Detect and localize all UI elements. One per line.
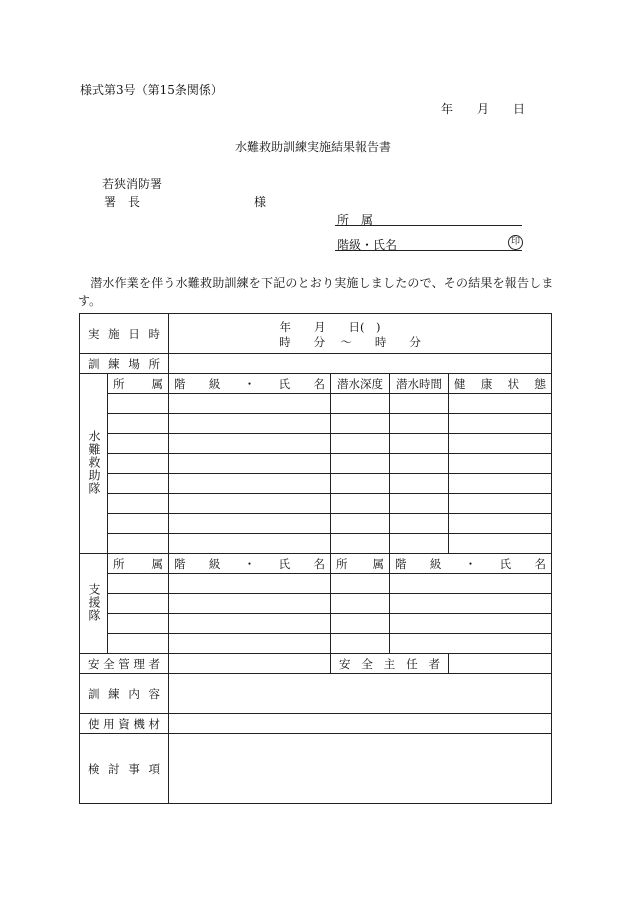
rescue-header-affiliation: 所属	[108, 374, 169, 394]
intro-line-2: す。	[78, 294, 102, 308]
datetime-time-line: 時 分 ～ 時 分	[279, 335, 421, 349]
document-title: 水難救助訓練実施結果報告書	[235, 140, 392, 154]
safety-chief-label: 安全主任者	[331, 654, 449, 674]
support-row[interactable]	[80, 614, 552, 634]
support-row[interactable]	[80, 574, 552, 594]
reporter-name-label: 階級・氏名	[337, 238, 398, 252]
equipment-label: 使用資機材	[80, 714, 169, 734]
report-date: 年 月 日	[441, 102, 526, 116]
support-team-label-cell	[80, 554, 108, 654]
reporter-affiliation-label: 所 属	[337, 213, 374, 227]
review-label: 検討事項	[80, 734, 169, 804]
rescue-row[interactable]	[80, 534, 552, 554]
review-field[interactable]	[169, 734, 552, 804]
rescue-row[interactable]	[80, 414, 552, 434]
training-content-field[interactable]	[169, 674, 552, 714]
rescue-header-health: 健康状態	[449, 374, 552, 394]
support-row[interactable]	[80, 594, 552, 614]
rescue-row[interactable]	[80, 394, 552, 414]
support-team-label: 支援隊	[87, 582, 101, 622]
rescue-header-time: 潜水時間	[390, 374, 449, 394]
place-label: 訓練場所	[80, 354, 169, 374]
datetime-field[interactable]	[169, 314, 552, 354]
rescue-row[interactable]	[80, 474, 552, 494]
form-number: 様式第3号（第15条関係）	[80, 83, 223, 97]
rescue-row[interactable]	[80, 454, 552, 474]
equipment-field[interactable]	[169, 714, 552, 734]
support-header-rank-name-1: 階級・氏名	[169, 554, 331, 574]
intro-line-1: 潜水作業を伴う水難救助訓練を下記のとおり実施しましたので、その結果を報告しま	[78, 276, 554, 290]
rescue-team-label-cell	[80, 374, 108, 554]
addressee-chief: 署 長	[104, 195, 141, 209]
rescue-header-depth: 潜水深度	[331, 374, 390, 394]
rescue-row[interactable]	[80, 514, 552, 534]
rescue-team-label: 水難救助隊	[87, 429, 101, 495]
seal-char: 印	[510, 237, 520, 247]
seal-mark	[508, 235, 523, 250]
reporter-affiliation-line	[335, 225, 522, 226]
training-content-label: 訓練内容	[80, 674, 169, 714]
support-header-affiliation-1: 所属	[108, 554, 169, 574]
rescue-row[interactable]	[80, 494, 552, 514]
rescue-header-rank-name: 階級・氏名	[169, 374, 331, 394]
rescue-row[interactable]	[80, 434, 552, 454]
support-header-rank-name-2: 階級・氏名	[390, 554, 552, 574]
place-field[interactable]	[169, 354, 552, 374]
reporter-name-line	[335, 250, 522, 251]
support-row[interactable]	[80, 634, 552, 654]
datetime-date-line: 年 月 日( )	[279, 320, 381, 334]
addressee-office: 若狭消防署	[102, 177, 163, 191]
safety-manager-field[interactable]	[169, 654, 331, 674]
safety-manager-label: 安全管理者	[80, 654, 169, 674]
addressee-honorific: 様	[254, 195, 267, 209]
safety-chief-field[interactable]	[449, 654, 552, 674]
datetime-label: 実施日時	[80, 314, 169, 354]
report-table	[79, 313, 552, 804]
support-header-affiliation-2: 所属	[331, 554, 390, 574]
